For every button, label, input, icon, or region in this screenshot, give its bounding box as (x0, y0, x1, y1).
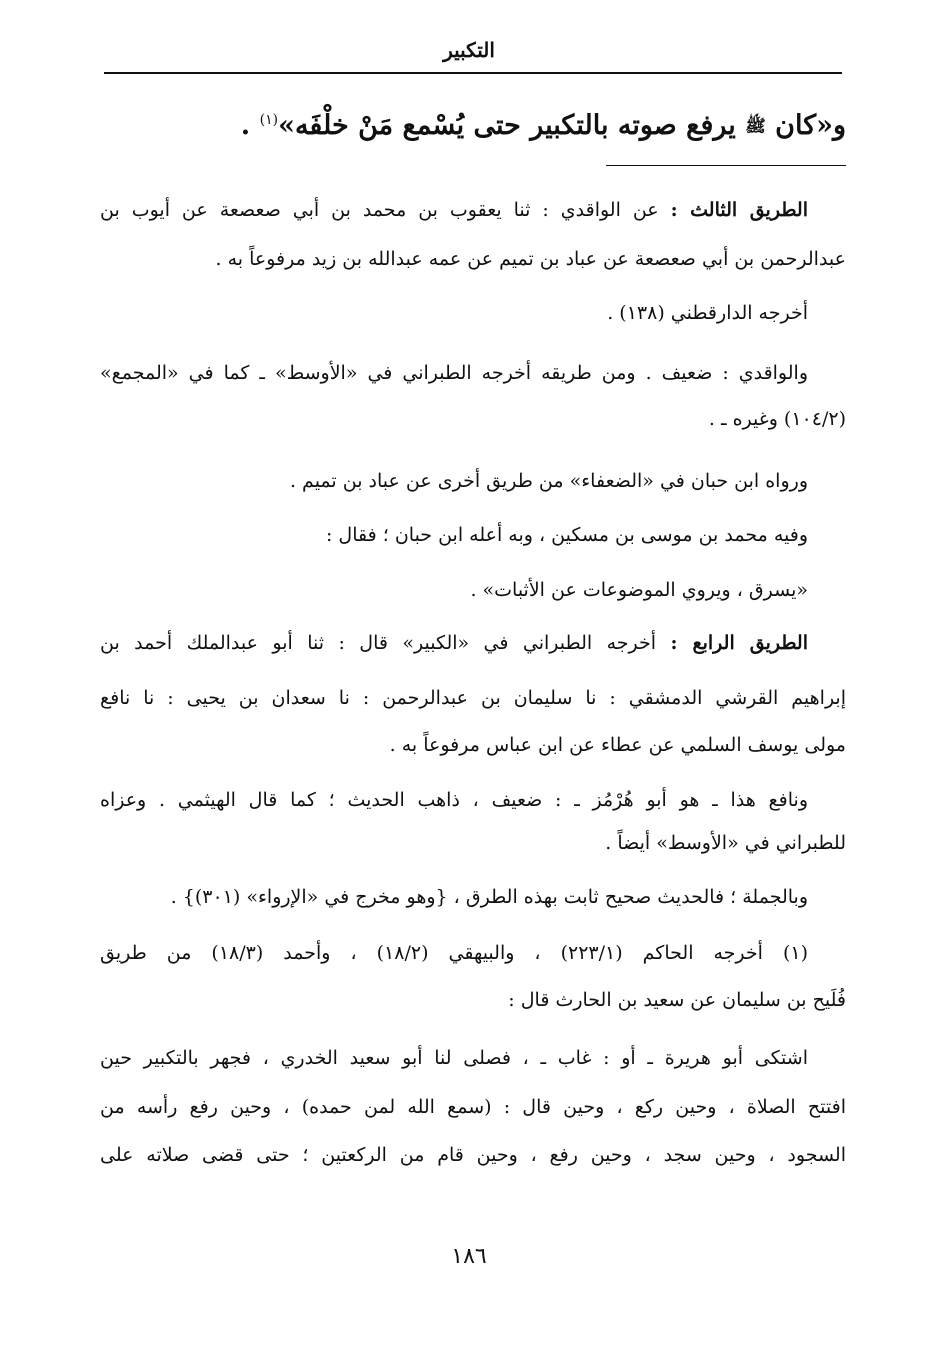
line-text: عن الواقدي : ثنا يعقوب بن محمد بن أبي صعصعة عن أيوب بن (100, 199, 659, 221)
footnote-line: (١) أخرجه الحاكم (٢٢٣/١) ، والبيهقي (١٨/٢) ، وأحمد (١٨/٣) من طريق (100, 942, 809, 964)
footnote-reference: (١) (259, 112, 279, 128)
paragraph-line: «يسرق ، ويروي الموضوعات عن الأثبات» . (470, 579, 808, 601)
line-text: أخرجه الطبراني في «الكبير» قال : ثنا أبو عبدالملك أحمد بن (100, 632, 657, 654)
paragraph-line: للطبراني في «الأوسط» أيضاً . (605, 832, 846, 854)
path-label: الطريق الرابع : (670, 632, 808, 654)
running-header-title: التكبير (443, 38, 495, 62)
section-divider (606, 165, 846, 166)
paragraph-line: مولى يوسف السلمي عن عطاء عن ابن عباس مرفوعاً به . (389, 734, 846, 756)
paragraph-line: أخرجه الدارقطني (١٣٨) . (607, 302, 808, 324)
paragraph-line: عبدالرحمن بن أبي صعصعة عن عباد بن تميم عن عمه عبدالله بن زيد مرفوعاً به . (215, 248, 846, 270)
path-label: الطريق الثالث : (670, 199, 808, 221)
paragraph-line: ونافع هذا ـ هو أبو هُرْمُز ـ : ضعيف ، ذاهب الحديث ؛ كما قال الهيثمي . وعزاه (100, 789, 808, 811)
paragraph-line: وبالجملة ؛ فالحديث صحيح ثابت بهذه الطرق ، {وهو مخرج في «الإرواء» (٣٠١)} . (170, 886, 808, 908)
paragraph-line: إبراهيم القرشي الدمشقي : نا سليمان بن عبدالرحمن : نا سعدان بن يحيى : نا نافع (100, 687, 846, 709)
header-rule (104, 72, 842, 74)
hadith-text (206, 96, 846, 151)
paragraph-line: ورواه ابن حبان في «الضعفاء» من طريق أخرى عن عباد بن تميم . (289, 470, 808, 492)
paragraph-line (100, 628, 808, 658)
paragraph-line: وفيه محمد بن موسى بن مسكين ، وبه أعله ابن حبان ؛ فقال : (325, 524, 808, 546)
footnote-line: السجود ، وحين سجد ، وحين رفع ، وحين قام من الركعتين ؛ حتى قضى صلاته على (100, 1144, 846, 1166)
page-number: ١٨٦ (451, 1244, 487, 1269)
footnote-line: اشتكى أبو هريرة ـ أو : غاب ـ ، فصلى لنا أبو سعيد الخدري ، فجهر بالتكبير حين (100, 1047, 808, 1069)
paragraph-line: والواقدي : ضعيف . ومن طريقه أخرجه الطبراني في «الأوسط» ـ كما في «المجمع» (100, 362, 808, 384)
footnote-line: افتتح الصلاة ، وحين ركع ، وحين قال : (سمع الله لمن حمده) ، وحين رفع رأسه من (100, 1096, 846, 1118)
footnote-line: فُلَيح بن سليمان عن سعيد بن الحارث قال : (508, 989, 846, 1011)
sallallah-ligature: ﷺ (745, 116, 766, 137)
hadith-body: يرفع صوته بالتكبير حتى يُسْمع مَنْ خلْفَه» (278, 110, 736, 141)
hadith-opening: و«كان (775, 110, 846, 141)
paragraph-line (100, 195, 808, 225)
paragraph-line: (١٠٤/٢) وغيره ـ . (708, 408, 846, 430)
hadith-end: . (240, 110, 251, 141)
